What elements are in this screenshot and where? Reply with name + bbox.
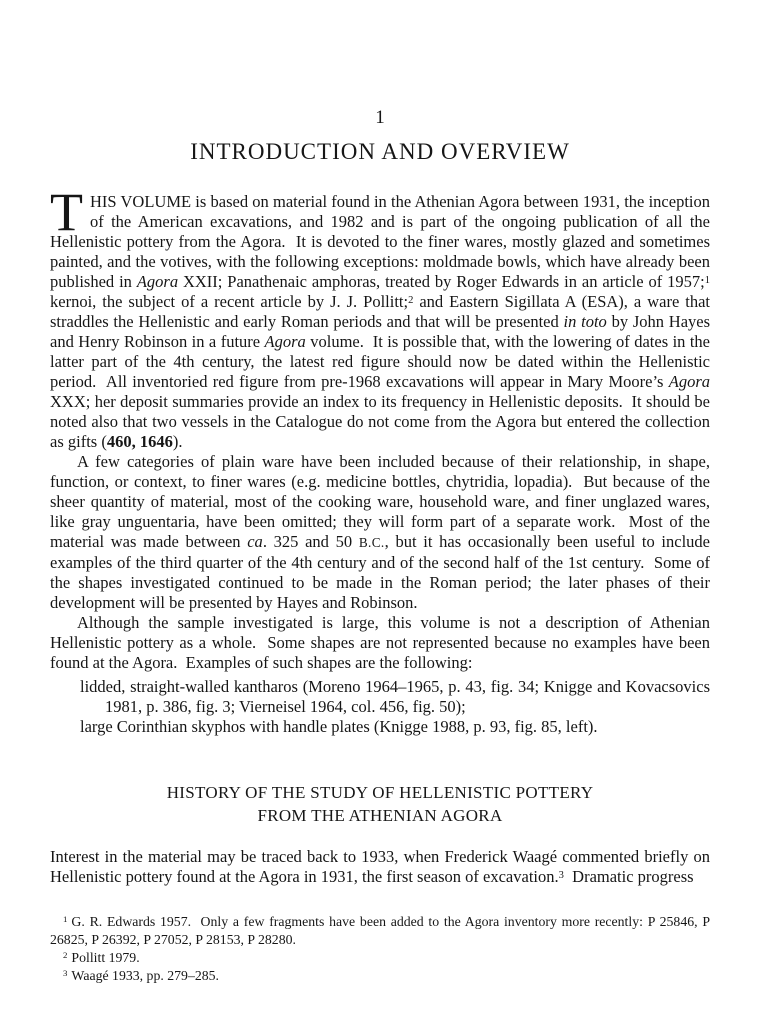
section-heading-line2: FROM THE ATHENIAN AGORA xyxy=(257,806,503,825)
footnote-3-text: Waagé 1933, pp. 279–285. xyxy=(71,968,219,983)
footnote-2 xyxy=(50,949,710,967)
section-heading-line1: HISTORY OF THE STUDY OF HELLENISTIC POTTERY xyxy=(166,783,594,802)
footnote-3-marker: 3 xyxy=(63,968,68,979)
footnote-2-marker: 2 xyxy=(63,950,68,961)
page-number: 1 xyxy=(375,107,385,128)
paragraph-intro-1-text: HIS VOLUME is based on material found in the Athenian Agora between 1931, the inception of the American excavations, and 1982 and is part of the ongoing publication of all the Hellenistic pottery from the Agora. It is devoted to the finer wares, mostly glazed and sometimes painted, and the votives, with the following exceptions: moldmade bowls, which have already been published in Agora XXII; Panathenaic amphoras, treated by Roger Edwards in an article of 1957;$^1$ kernoi, the subject of a recent article by J. J. Pollitt;$^2$ and Eastern Sigillata A (ESA), a ware that straddles the Hellenistic and early Roman periods and that will be presented in toto by John Hayes and Henry Robinson in a future Agora volume. It is possible that, with the lowering of dates in the latter part of the 4th century, the latest red figure should now be dated within the Hellenistic period. All inventoried red figure from pre-1968 excavations will appear in Mary Moore’s Agora XXX; her deposit summaries provide an index to its frequency in Hellenistic deposits. It should be noted also that two vessels in the Catalogue do not come from the Agora but entered the collection as gifts (460, 1646). xyxy=(50,192,711,451)
drop-cap: T xyxy=(50,182,83,242)
footnote-3 xyxy=(50,967,710,985)
section-heading xyxy=(50,781,710,827)
footnote-2-text: Pollitt 1979. xyxy=(71,950,140,965)
body-text xyxy=(50,182,711,887)
paragraph-intro-2: A few categories of plain ware have been included because of their relationship, in shape, function, or context, to finer wares (e.g. medicine bottles, chytridia, lopadia). But because of the sheer quantity of material, most of the cooking ware, household ware, and finer unglazed wares, like gray unguentaria, have been omitted; they will form part of a separate work. Most of the material was made between ca. 325 and 50 B.C., but it has occasionally been useful to include examples of the third quarter of the 4th century and of the second half of the 1st century. Some of the shapes investigated continued to be made in the Roman period; the later phases of their development will be presented by Hayes and Robinson. xyxy=(50,452,710,612)
paragraph-history-1: Interest in the material may be traced back to 1933, when Frederick Waagé commented briefly on Hellenistic pottery found at the Agora in 1931, the first season of excavation.$^3$ Dramatic progress xyxy=(50,847,710,886)
paragraph-intro-3: Although the sample investigated is large, this volume is not a description of Athenian Hellenistic pottery as a whole. Some shapes are not represented because no examples have been found at the Agora. Examples of such shapes are the following: xyxy=(50,613,710,672)
paragraph-intro-1 xyxy=(50,182,711,452)
footnote-1-text: G. R. Edwards 1957. Only a few fragments have been added to the Agora inventory more recently: P 25846, P 26825, P 26392, P 27052, P 28153, P 28280. xyxy=(50,914,710,947)
list-item-kantharos: lidded, straight-walled kantharos (Moreno 1964–1965, p. 43, fig. 34; Knigge and Kovacsovics 1981, p. 386, fig. 3; Vierneisel 1964, col. 456, fig. 50); xyxy=(80,677,710,716)
footnote-1-marker: 1 xyxy=(63,914,68,925)
excluded-shapes-list xyxy=(80,677,710,737)
footnote-1 xyxy=(50,913,710,949)
chapter-title: INTRODUCTION AND OVERVIEW xyxy=(190,139,570,164)
list-item-skyphos: large Corinthian skyphos with handle plates (Knigge 1988, p. 93, fig. 85, left). xyxy=(80,717,598,736)
footnotes xyxy=(50,913,710,985)
